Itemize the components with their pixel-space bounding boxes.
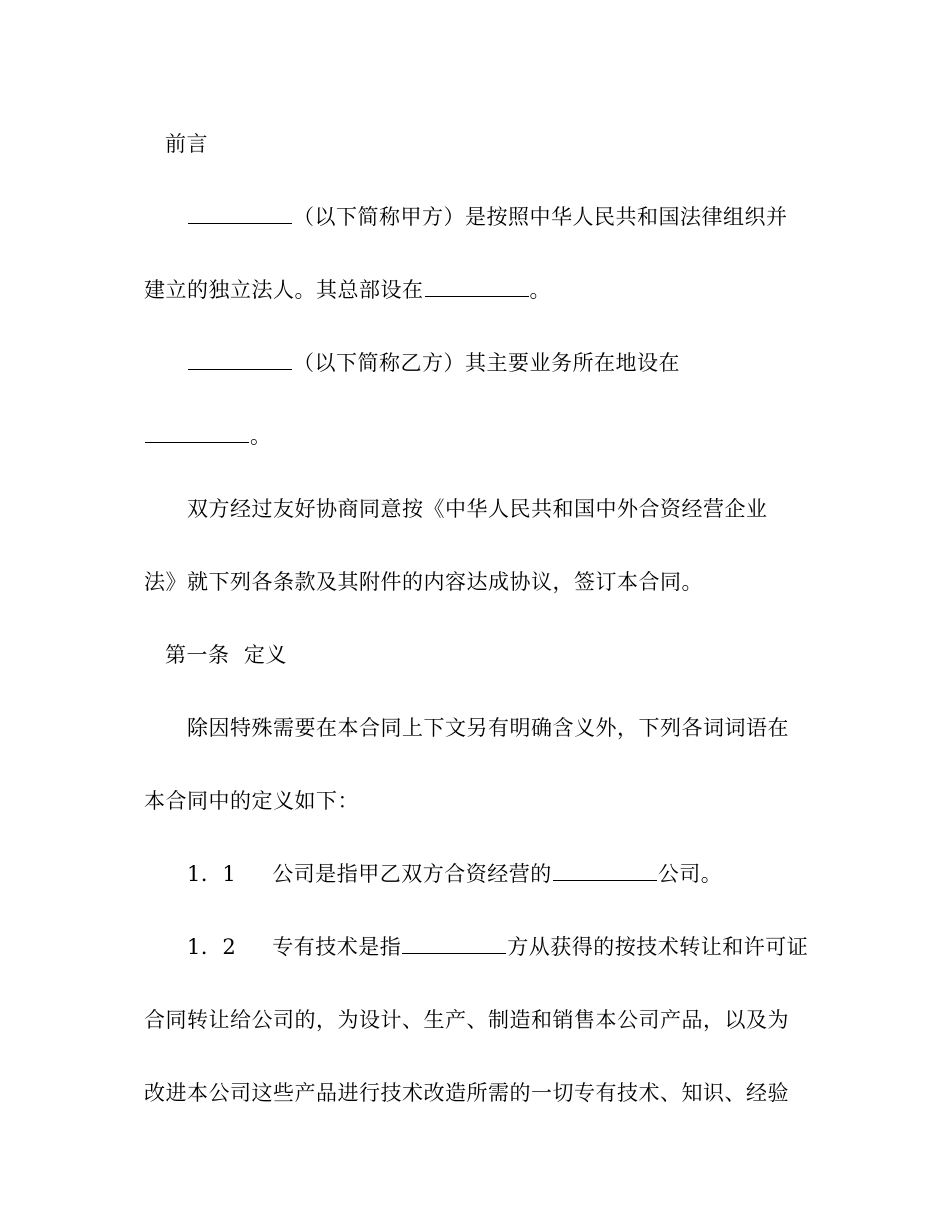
party-b-name-blank[interactable] [188, 349, 292, 370]
item-1-1 [187, 860, 867, 888]
company-name-blank[interactable] [553, 860, 657, 881]
party-a-line-2 [144, 276, 824, 304]
technology-party-blank[interactable] [402, 933, 506, 954]
agreement-text-1: 双方经过友好协商同意按《中华人民共和国中外合资经营企业 [187, 497, 768, 521]
article-1-intro-line-2 [144, 787, 824, 815]
party-b-location-blank[interactable] [145, 422, 249, 443]
party-a-line-1 [187, 203, 867, 231]
item-1-2-line-1 [187, 933, 867, 961]
item-1-2-number: 1．2 [187, 935, 237, 959]
item-1-2-line-2 [144, 1006, 824, 1034]
item-1-2-suffix: 方从获得的按技术转让和许可证 [507, 935, 809, 959]
article-1-heading-text: 第一条 定义 [165, 643, 287, 667]
article-1-heading [165, 641, 845, 669]
agreement-line-2 [144, 568, 824, 596]
party-b-text: （以下简称乙方）其主要业务所在地设在 [293, 351, 680, 375]
item-1-1-suffix: 公司。 [657, 862, 723, 886]
item-1-1-number: 1．1 [187, 862, 237, 886]
item-1-2-text-2: 合同转让给公司的，为设计、生产、制造和销售本公司产品，以及为 [144, 1008, 789, 1032]
item-1-2-line-3 [144, 1079, 824, 1107]
agreement-text-2: 法》就下列各条款及其附件的内容达成协议，签订本合同。 [144, 570, 703, 594]
item-1-1-text: 公司是指甲乙双方合资经营的 [272, 862, 552, 886]
item-1-2-text-3: 改进本公司这些产品进行技术改造所需的一切专有技术、知识、经验 [144, 1081, 789, 1105]
party-b-line-2 [144, 422, 824, 450]
party-a-hq-text: 建立的独立法人。其总部设在 [144, 278, 424, 302]
party-a-text: （以下简称甲方）是按照中华人民共和国法律组织并 [293, 205, 788, 229]
party-a-hq-blank[interactable] [425, 276, 529, 297]
preface-heading-text: 前言 [165, 132, 208, 156]
agreement-line-1 [187, 495, 867, 523]
article-1-intro-line-1 [187, 714, 867, 742]
party-b-line-1 [187, 349, 867, 377]
party-b-period: 。 [250, 424, 272, 448]
preface-heading [165, 130, 845, 158]
party-a-name-blank[interactable] [188, 203, 292, 224]
article-1-intro-text-1: 除因特殊需要在本合同上下文另有明确含义外，下列各词词语在 [187, 716, 789, 740]
article-1-intro-text-2: 本合同中的定义如下： [144, 789, 359, 813]
item-1-2-text: 专有技术是指 [272, 935, 402, 959]
party-a-hq-period: 。 [529, 278, 551, 302]
